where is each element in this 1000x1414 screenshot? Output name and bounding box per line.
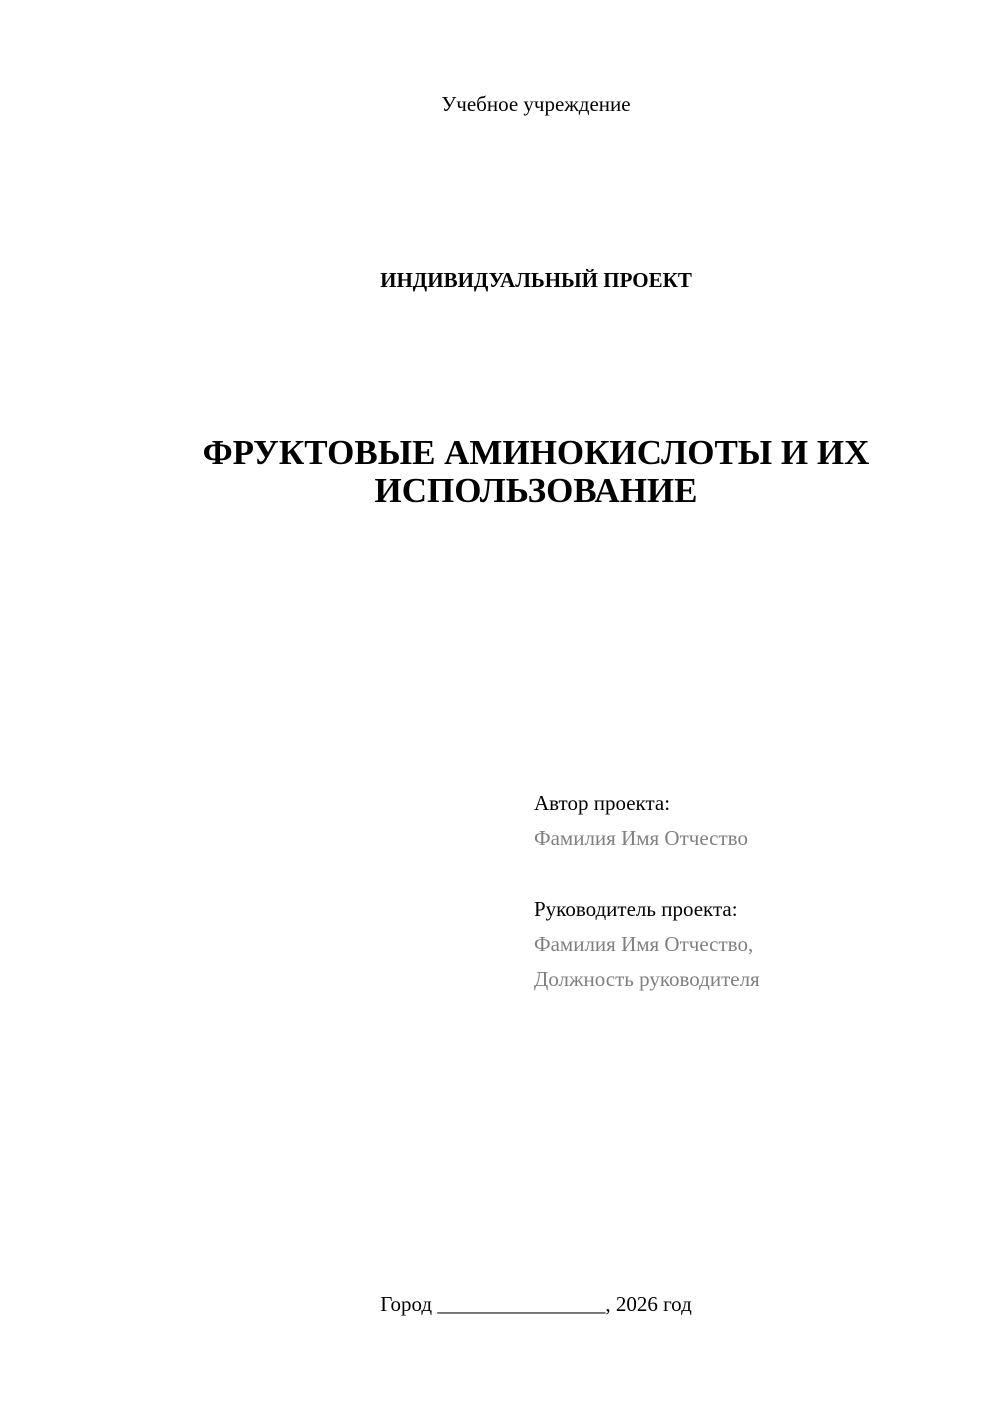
project-kind-heading: ИНДИВИДУАЛЬНЫЙ ПРОЕКТ xyxy=(380,268,692,292)
institution-name: Учебное учреждение xyxy=(441,92,631,116)
project-title-line-2: ИСПОЛЬЗОВАНИЕ xyxy=(374,471,698,510)
supervisor-position: Должность руководителя xyxy=(534,967,760,991)
author-name: Фамилия Имя Отчество xyxy=(534,826,748,850)
supervisor-label: Руководитель проекта: xyxy=(534,897,738,921)
spacer xyxy=(534,856,974,892)
author-label: Автор проекта: xyxy=(534,791,671,815)
city-year-footer: Город ________________, 2026 год xyxy=(380,1292,692,1316)
project-people-block xyxy=(534,786,974,997)
supervisor-name: Фамилия Имя Отчество, xyxy=(534,932,754,956)
project-title xyxy=(120,434,952,510)
project-title-line-1: ФРУКТОВЫЕ АМИНОКИСЛОТЫ И ИХ xyxy=(202,433,870,472)
